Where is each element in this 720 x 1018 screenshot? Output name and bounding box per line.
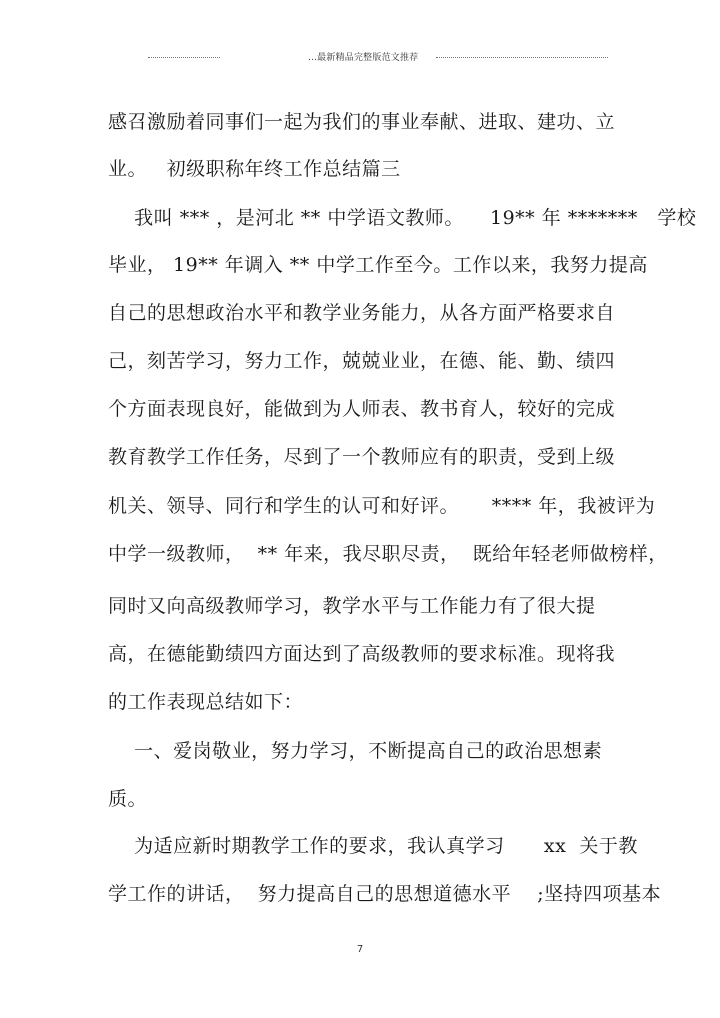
text-line: 个方面表现良好，能做到为人师表、教书育人，较好的完成 <box>108 398 616 420</box>
header-label: ...最新精品完整版范文推荐 <box>308 53 419 63</box>
text-line: 感召激励着同事们一起为我们的事业奉献、进取、建功、立 <box>108 111 616 133</box>
text-line: 教育教学工作任务，尽到了一个教师应有的职责，受到上级 <box>108 446 616 468</box>
text-line: 的工作表现总结如下： <box>108 691 304 713</box>
header-dotted-rule-right <box>436 57 608 58</box>
text-line: 业。 初级职称年终工作总结篇三 <box>108 158 401 180</box>
text-line: 高，在德能勤绩四方面达到了高级教师的要求标准。现将我 <box>108 643 616 665</box>
text-line: 我叫 *** ，是河北 ** 中学语文教师。 19** 年 ******* 学校 <box>108 207 697 229</box>
page-header <box>148 50 608 64</box>
text-line: 自己的思想政治水平和教学业务能力，从各方面严格要求自 <box>108 302 616 324</box>
header-dotted-rule-left <box>148 57 220 58</box>
text-line: 学工作的讲话， 努力提高自己的思想道德水平 ;坚持四项基本 <box>108 883 662 905</box>
page-number: 7 <box>356 944 364 955</box>
text-line: 己，刻苦学习，努力工作，兢兢业业，在德、能、勤、绩四 <box>108 350 616 372</box>
text-line: 同时又向高级教师学习，教学水平与工作能力有了很大提 <box>108 595 596 617</box>
text-line: 一、爱岗敬业，努力学习，不断提高自己的政治思想素 <box>108 740 603 762</box>
text-line: 毕业， 19** 年调入 ** 中学工作至今。工作以来，我努力提高 <box>108 254 648 276</box>
text-line: 质。 <box>108 788 148 810</box>
text-line: 为适应新时期教学工作的要求，我认真学习 xx 关于教 <box>108 835 638 857</box>
text-line: 中学一级教师， ** 年来，我尽职尽责， 既给年轻老师做榜样， <box>108 543 668 565</box>
text-line: 机关、领导、同行和学生的认可和好评。 **** 年，我被评为 <box>108 495 656 517</box>
